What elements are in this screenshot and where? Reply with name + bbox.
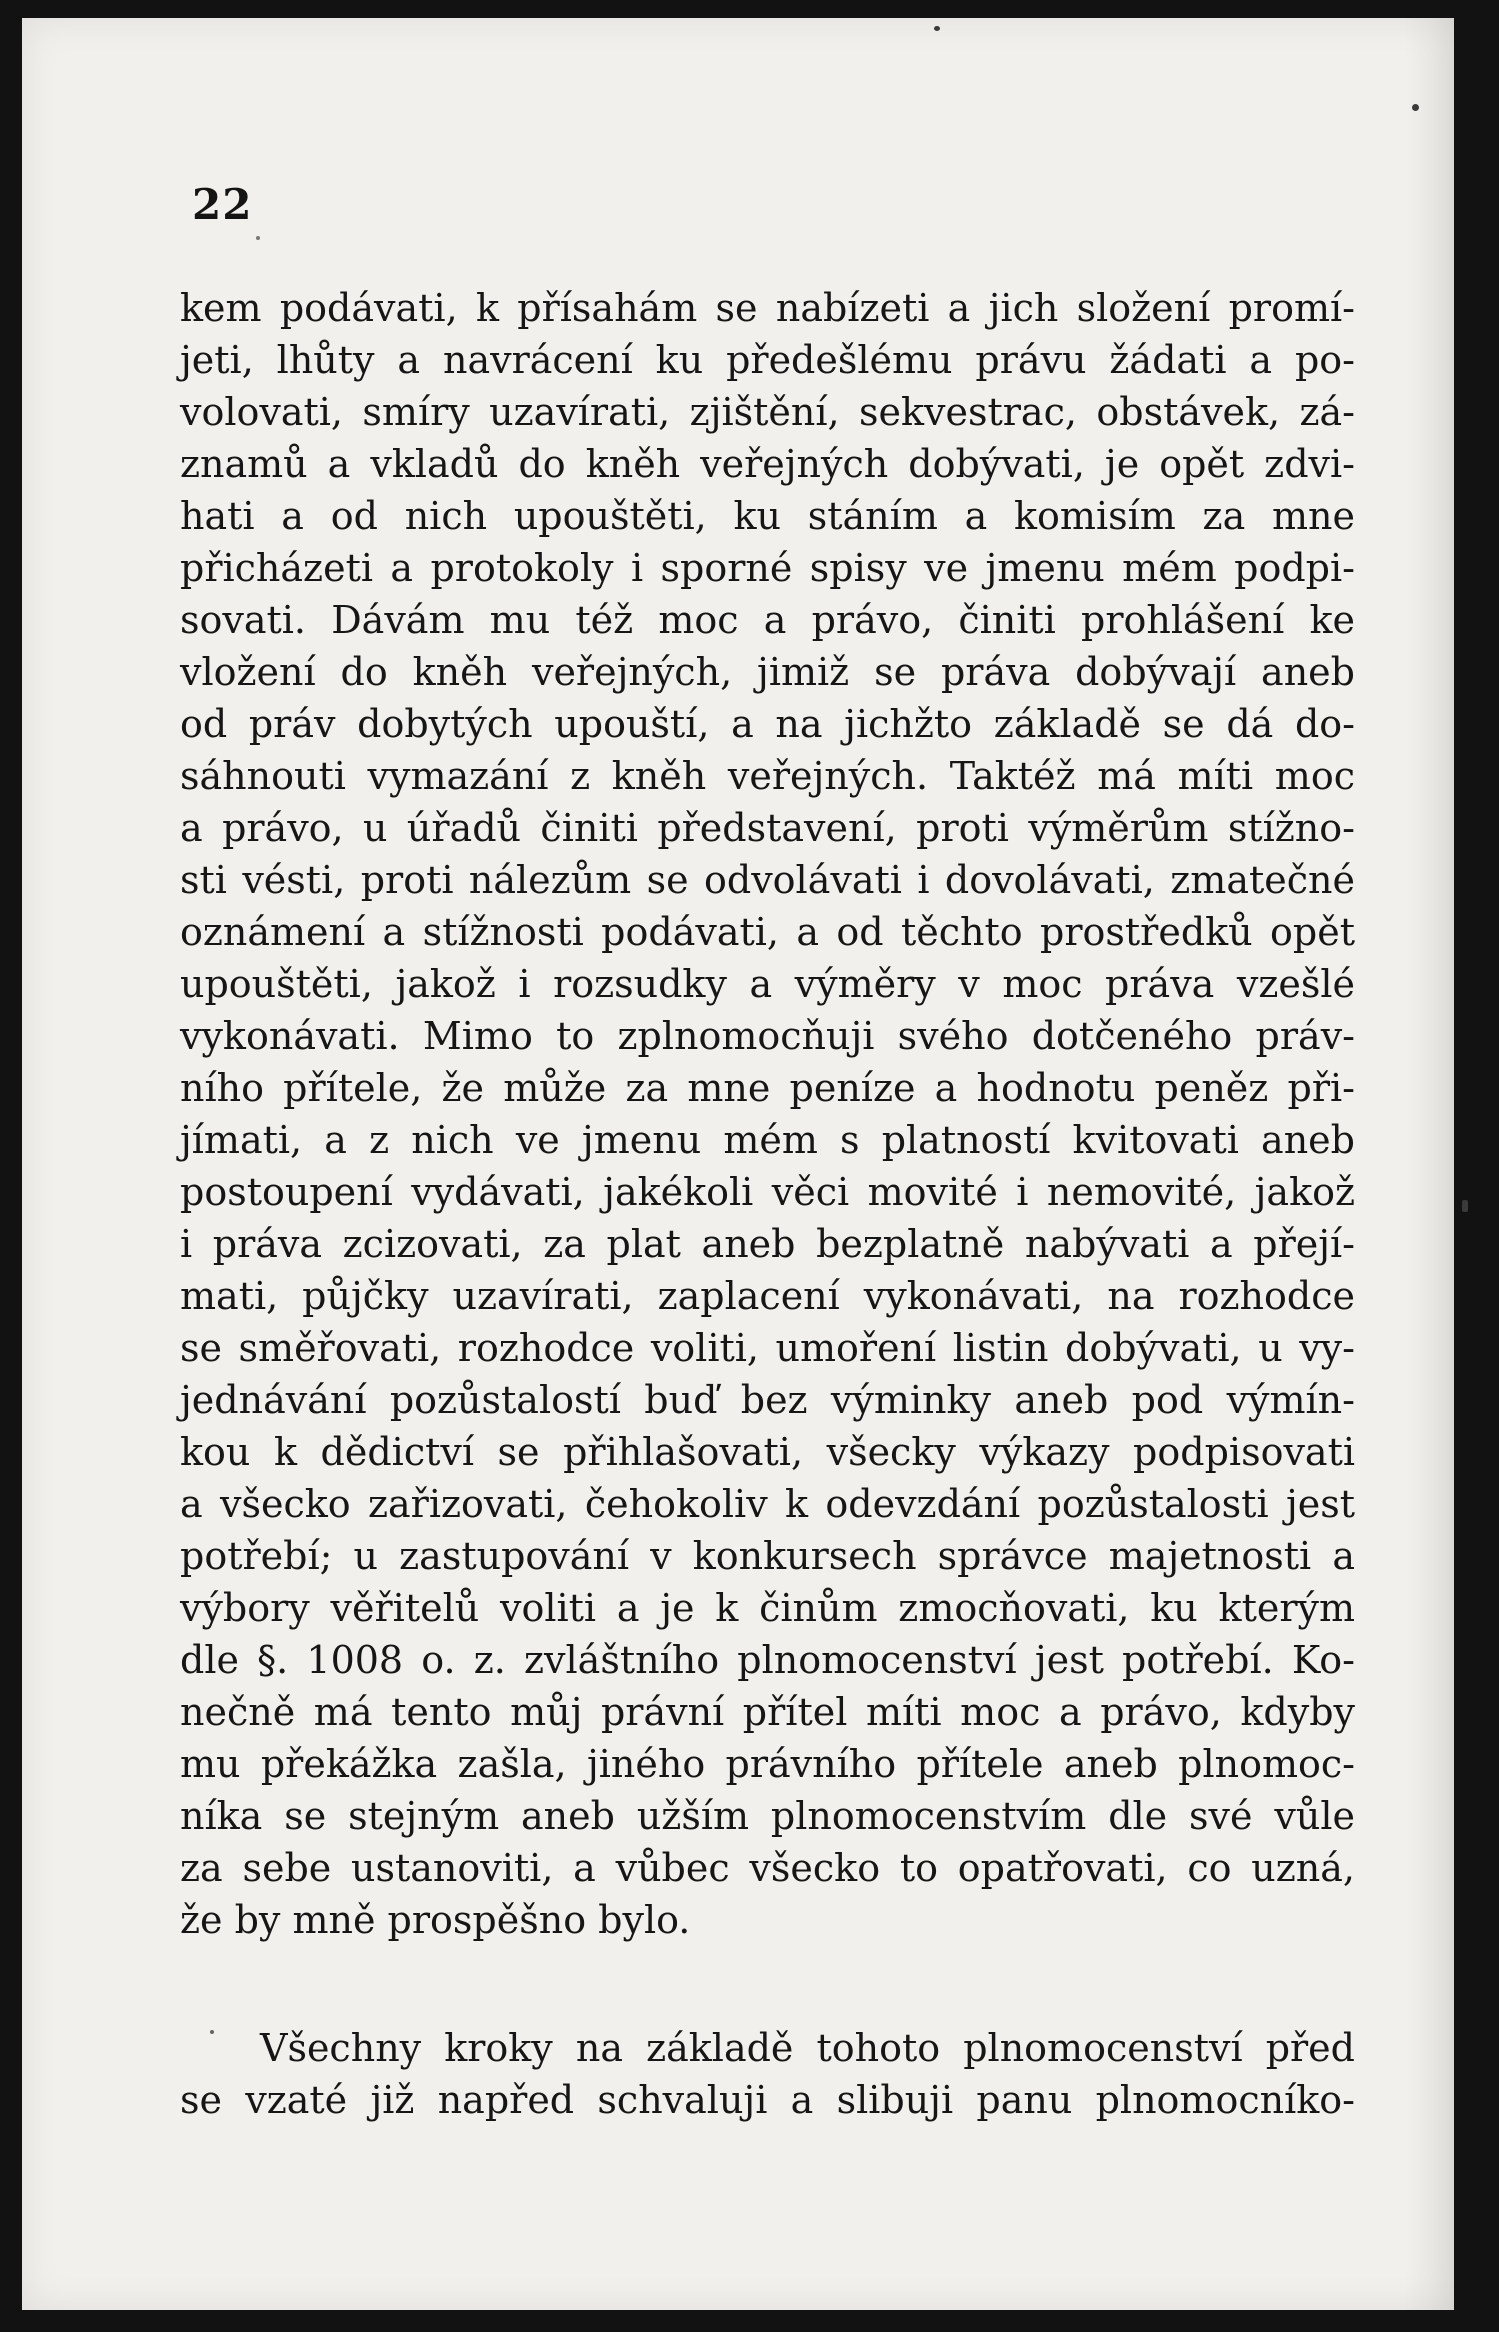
text-line: přicházeti a protokoly i sporné spisy ve jmenu mém podpi-	[180, 546, 1355, 590]
text-line: znamů a vkladů do kněh veřejných dobývati, je opět zdvi-	[180, 442, 1355, 486]
dust-speck	[1462, 1200, 1468, 1212]
text-line: jímati, a z nich ve jmenu mém s platností kvitovati aneb	[180, 1118, 1355, 1162]
dust-speck	[256, 236, 260, 240]
text-line: kou k dědictví se přihlašovati, všecky výkazy podpisovati	[180, 1430, 1355, 1474]
text-line: a právo, u úřadů činiti představení, proti výměrům stížno-	[180, 806, 1355, 850]
text-line: volovati, smíry uzavírati, zjištění, sekvestrac, obstávek, zá-	[180, 390, 1355, 434]
text-line: že by mně prospěšno bylo.	[180, 1898, 691, 1942]
text-line: jeti, lhůty a navrácení ku předešlému právu žádati a po-	[180, 338, 1355, 382]
text-line: za sebe ustanoviti, a vůbec všecko to opatřovati, co uzná,	[180, 1846, 1355, 1890]
text-line: výbory věřitelů voliti a je k činům zmocňovati, ku kterým	[180, 1586, 1355, 1630]
text-line: i práva zcizovati, za plat aneb bezplatně nabývati a přejí-	[180, 1222, 1355, 1266]
text-line: kem podávati, k přísahám se nabízeti a jich složení promí-	[180, 286, 1355, 330]
text-line: hati a od nich upouštěti, ku stáním a komisím za mne	[180, 494, 1355, 538]
text-line: oznámení a stížnosti podávati, a od těchto prostředků opět	[180, 910, 1355, 954]
dust-speck	[934, 26, 940, 31]
text-line: níka se stejným aneb užším plnomocenstvím dle své vůle	[180, 1794, 1355, 1838]
text-line: od práv dobytých upouští, a na jichžto základě se dá do-	[180, 702, 1355, 746]
text-line: sovati. Dávám mu též moc a právo, činiti prohlášení ke	[180, 598, 1355, 642]
text-line: mu překážka zašla, jiného právního přítele aneb plnomoc-	[180, 1742, 1355, 1786]
text-line: vykonávati. Mimo to zplnomocňuji svého dotčeného práv-	[180, 1014, 1355, 1058]
text-line: se vzaté již napřed schvaluji a slibuji panu plnomocníko-	[180, 2078, 1355, 2122]
text-line: vložení do kněh veřejných, jimiž se práva dobývají aneb	[180, 650, 1355, 694]
book-page	[22, 18, 1454, 2310]
text-line: potřebí; u zastupování v konkursech správce majetnosti a	[180, 1534, 1355, 1578]
text-line: dle §. 1008 o. z. zvláštního plnomocenství jest potřebí. Ko-	[180, 1638, 1355, 1682]
text-line: nečně má tento můj právní přítel míti moc a právo, kdyby	[180, 1690, 1355, 1734]
text-line: se směřovati, rozhodce voliti, umoření listin dobývati, u vy-	[180, 1326, 1355, 1370]
page-edge-shadow	[1404, 18, 1454, 2310]
text-line: ního přítele, že může za mne peníze a hodnotu peněz při-	[180, 1066, 1355, 1110]
text-line: Všechny kroky na základě tohoto plnomocenství před	[260, 2026, 1355, 2070]
dust-speck	[1412, 104, 1419, 111]
dust-speck	[210, 2030, 214, 2034]
text-line: jednávání pozůstalostí buď bez výminky aneb pod výmín-	[180, 1378, 1355, 1422]
text-line: a všecko zařizovati, čehokoliv k odevzdání pozůstalosti jest	[180, 1482, 1355, 1526]
text-line: sáhnouti vymazání z kněh veřejných. Taktéž má míti moc	[180, 754, 1355, 798]
text-line: postoupení vydávati, jakékoli věci movité i nemovité, jakož	[180, 1170, 1355, 1214]
text-line: upouštěti, jakož i rozsudky a výměry v moc práva vzešlé	[180, 962, 1355, 1006]
page-number: 22	[192, 180, 253, 229]
text-line: mati, půjčky uzavírati, zaplacení vykonávati, na rozhodce	[180, 1274, 1355, 1318]
text-line: sti vésti, proti nálezům se odvolávati i dovolávati, zmatečné	[180, 858, 1355, 902]
